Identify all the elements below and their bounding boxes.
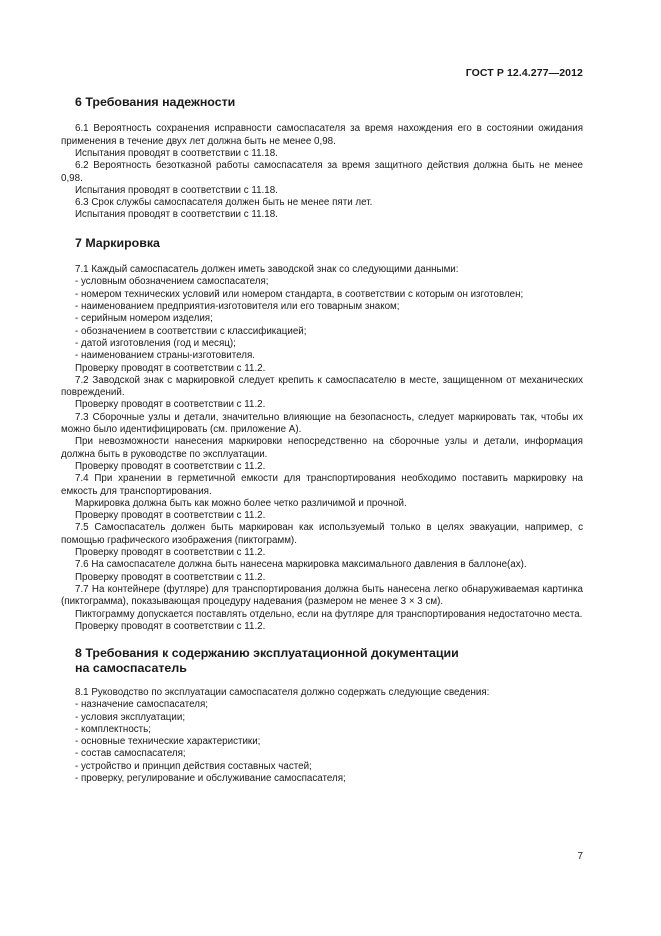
test-note: Испытания проводят в соответствии с 11.18. xyxy=(75,209,278,221)
paragraph-7-1: 7.1 Каждый самоспасатель должен иметь заводской знак со следующими данными: xyxy=(75,264,459,276)
list-item: - основные технические характеристики; xyxy=(75,736,261,748)
list-item: - состав самоспасателя; xyxy=(75,748,186,760)
list-item: - условным обозначением самоспасателя; xyxy=(75,276,269,288)
paragraph-6-3: 6.3 Срок службы самоспасателя должен быть не менее пяти лет. xyxy=(75,197,373,209)
check-note: Проверку проводят в соответствии с 11.2. xyxy=(75,571,266,583)
document-code: ГОСТ Р 12.4.277—2012 xyxy=(465,67,583,79)
list-item: - обозначением в соответствии с классификацией; xyxy=(75,325,307,337)
check-note: Проверку проводят в соответствии с 11.2. xyxy=(75,399,266,411)
list-item: - серийным номером изделия; xyxy=(75,313,213,325)
paragraph-7-7-note: Пиктограмму допускается поставлять отдельно, если на футляре для транспортирования недостаточно места. xyxy=(75,608,583,620)
section-8-title-line-1: 8 Требования к содержанию эксплуатационной документации xyxy=(75,646,459,661)
paragraph-6-2: 6.2 Вероятность безотказной работы самоспасателя за время защитного действия должна быть не менее 0,98. xyxy=(61,160,583,184)
check-note: Проверку проводят в соответствии с 11.2. xyxy=(75,510,266,522)
paragraph-8-1: 8.1 Руководство по эксплуатации самоспасателя должно содержать следующие сведения: xyxy=(75,686,490,698)
check-note: Проверку проводят в соответствии с 11.2. xyxy=(75,362,266,374)
section-8-title-line-2: на самоспасатель xyxy=(75,660,187,675)
list-item: - устройство и принцип действия составных частей; xyxy=(75,760,312,772)
paragraph-7-2: 7.2 Заводской знак с маркировкой следует крепить к самоспасателю в месте, защищенном от механических повреждений. xyxy=(61,374,583,399)
section-8-title xyxy=(75,646,583,675)
list-item: - назначение самоспасателя; xyxy=(75,699,209,711)
paragraph-7-3: 7.3 Сборочные узлы и детали, значительно влияющие на безопасность, следует маркировать так, чтобы их можно было идентифицировать (см. приложение А). xyxy=(61,411,583,436)
paragraph-7-6: 7.6 На самоспасателе должна быть нанесена маркировка максимального давления в баллоне(ах). xyxy=(75,559,527,571)
list-item: - проверку, регулирование и обслуживание самоспасателя; xyxy=(75,772,346,784)
section-6-title: 6 Требования надежности xyxy=(75,95,236,109)
list-item: - датой изготовления (год и месяц); xyxy=(75,337,236,349)
test-note: Испытания проводят в соответствии с 11.18. xyxy=(75,148,278,159)
paragraph-7-4: 7.4 При хранении в герметичной емкости для транспортирования необходимо поставить маркировку на емкость для транспортирования. xyxy=(61,473,583,497)
section-7-title: 7 Маркировка xyxy=(75,235,160,250)
list-item: - комплектность; xyxy=(75,723,151,735)
check-note: Проверку проводят в соответствии с 11.2. xyxy=(75,460,266,472)
check-note: Проверку проводят в соответствии с 11.2. xyxy=(75,547,266,559)
check-note: Проверку проводят в соответствии с 11.2. xyxy=(75,620,266,632)
page-content xyxy=(61,95,583,785)
test-note: Испытания проводят в соответствии с 11.18. xyxy=(75,184,278,196)
paragraph-6-1: 6.1 Вероятность сохранения исправности самоспасателя за время нахождения его в состоянии ожидания применения в течение двух лет должна быть не менее 0,98. xyxy=(61,123,583,147)
page-number: 7 xyxy=(577,851,583,862)
list-item: - номером технических условий или номером стандарта, в соответствии с которым он изготовлен; xyxy=(75,288,524,300)
paragraph-7-4-note: Маркировка должна быть как можно более четко различимой и прочной. xyxy=(75,497,407,509)
paragraph-7-5: 7.5 Самоспасатель должен быть маркирован как используемый только в целях эвакуации, например, с помощью графического изображения (пиктограмм). xyxy=(61,522,583,546)
list-item: - наименованием страны-изготовителя. xyxy=(75,350,255,362)
list-item: - условия эксплуатации; xyxy=(75,711,186,723)
paragraph-7-7: 7.7 На контейнере (футляре) для транспортирования должна быть нанесена легко обнаруживаемая картинка (пиктограмма), показывающая процедуру надевания (размером не менее 3 × 3 см). xyxy=(61,583,583,608)
paragraph-7-3-note: При невозможности нанесения маркировки непосредственно на сборочные узлы и детали, информация должна быть в руководстве по эксплуатации. xyxy=(61,436,583,460)
list-item: - наименованием предприятия-изготовителя или его товарным знаком; xyxy=(75,301,400,313)
